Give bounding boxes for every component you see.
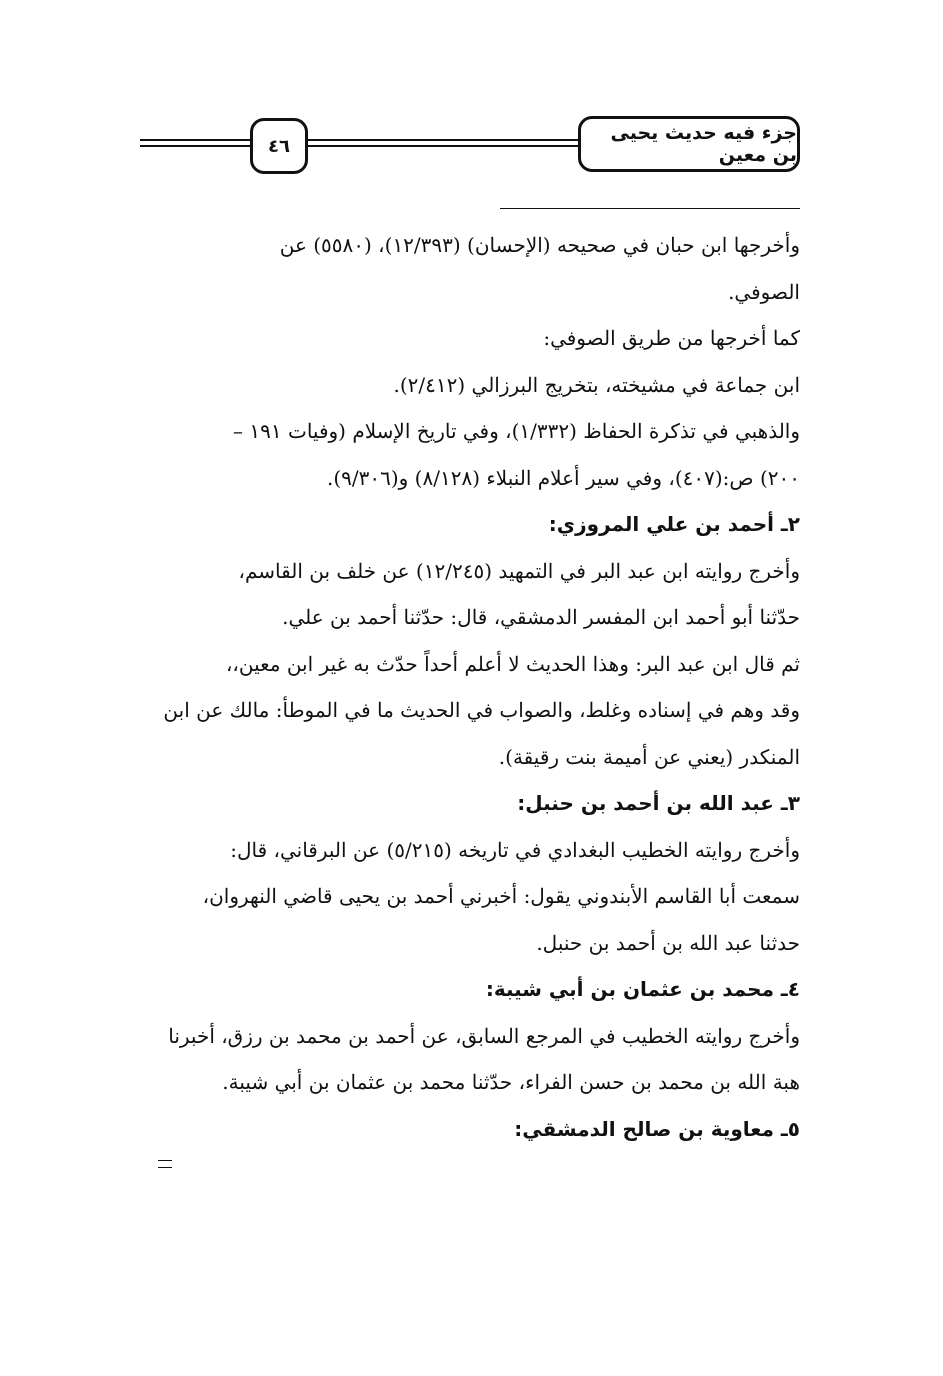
text-line: ابن جماعة في مشيخته، بتخريج البرزالي (٢/٤١٢). [393, 372, 800, 397]
text-line: ٢٠٠) ص:(٤٠٧)، وفي سير أعلام النبلاء (٨/١٢٨) و(٩/٣٠٦). [326, 465, 800, 490]
text-line: ثم قال ابن عبد البر: وهذا الحديث لا أعلم أحداً حدّث به غير ابن معين،، [225, 651, 800, 676]
header-rule-mid-top [306, 139, 580, 141]
footnote-text [150, 222, 800, 1152]
text-line: كما أخرجها من طريق الصوفي: [543, 326, 800, 350]
text-line: حدّثنا أبو أحمد ابن المفسر الدمشقي، قال: حدّثنا أحمد بن علي. [282, 605, 800, 629]
text-line: هبة الله بن محمد بن حسن الفراء، حدّثنا محمد بن عثمان بن أبي شيبة. [222, 1070, 800, 1094]
text-line: وأخرج روايته ابن عبد البر في التمهيد (١٢/٢٤٥) عن خلف بن القاسم، [238, 558, 800, 583]
equals-mark [158, 1160, 172, 1168]
page-number: ٤٦ [250, 118, 308, 174]
book-title: جزء فيه حديث يحيى بن معين [578, 116, 800, 172]
text-line: وأخرج روايته الخطيب في المرجع السابق، عن أحمد بن محمد بن رزق، أخبرنا [168, 1023, 800, 1048]
header-rule-left-top [140, 139, 252, 141]
text-line: الصوفي. [728, 279, 800, 304]
text-line: وقد وهم في إسناده وغلط، والصواب في الحديث ما في الموطأ: مالك عن ابن [163, 698, 800, 722]
section-heading: ٣ـ عبد الله بن أحمد بن حنبل: [517, 791, 800, 815]
page-header [0, 110, 943, 180]
text-line: وأخرج روايته الخطيب البغدادي في تاريخه (٥/٢١٥) عن البرقاني، قال: [230, 837, 800, 862]
text-line: حدثنا عبد الله بن أحمد بن حنبل. [536, 930, 800, 955]
section-heading: ٢ـ أحمد بن علي المروزي: [548, 512, 800, 536]
footnote-separator [500, 208, 800, 209]
text-line: وأخرجها ابن حبان في صحيحه (الإحسان) (١٢/٣٩٣)، (٥٥٨٠) عن [279, 233, 800, 257]
section-heading: ٥ـ معاوية بن صالح الدمشقي: [514, 1116, 800, 1141]
text-line: سمعت أبا القاسم الأبندوني يقول: أخبرني أحمد بن يحيى قاضي النهروان، [202, 884, 800, 908]
header-rule-left-bottom [140, 145, 252, 147]
header-rule-mid-bottom [306, 145, 580, 147]
section-heading: ٤ـ محمد بن عثمان بن أبي شيبة: [485, 977, 800, 1001]
text-line: والذهبي في تذكرة الحفاظ (١/٣٣٢)، وفي تاريخ الإسلام (وفيات ١٩١ – [233, 419, 800, 443]
text-line: المنكدر (يعني عن أميمة بنت رقيقة). [498, 744, 800, 769]
